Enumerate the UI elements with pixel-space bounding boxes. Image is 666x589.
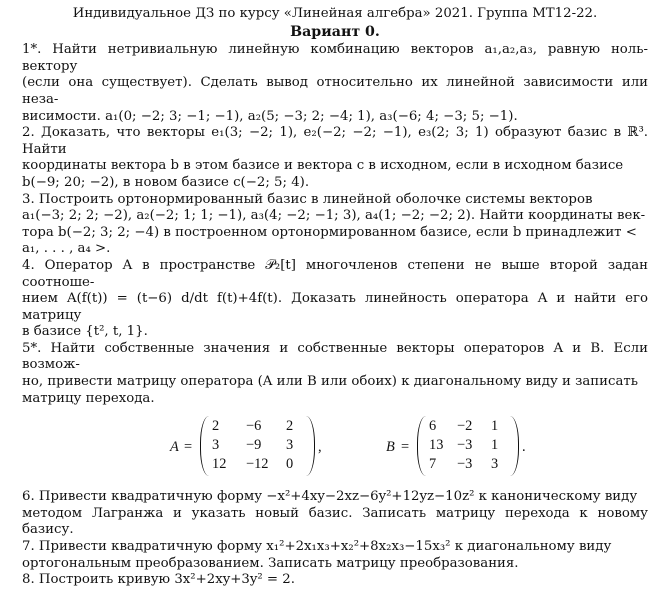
matrix-a-right-paren	[306, 416, 315, 476]
matrix-a-label: A	[170, 439, 179, 456]
task-line: координаты вектора b в этом базисе и вектора c в исходном, если в исходном базисе	[22, 158, 624, 174]
task-4	[22, 258, 648, 341]
task-line: методом Лагранжа и указать новый базис. Записать матрицу перехода к новому базису.	[22, 505, 648, 538]
task-5	[22, 341, 648, 407]
matrix-b-cell: 1	[491, 437, 499, 454]
variant-heading: Вариант 0.	[290, 23, 380, 40]
task-line: 6. Привести квадратичную форму −x²+4xy−2xz−6y²+12yz−10z² к каноническому виду	[22, 489, 638, 505]
matrix-a-cell: −12	[246, 456, 269, 473]
task-line: висимости. a₁(0; −2; 3; −1; −1), a₂(5; −3; 2; −4; 1), a₃(−6; 4; −3; 5; −1).	[22, 108, 518, 124]
page-title: Индивидуальное ДЗ по курсу «Линейная алгебра» 2021. Группа МТ12-22.	[72, 6, 598, 21]
matrix-b-cell: 13	[429, 437, 444, 454]
task-6	[22, 489, 648, 539]
matrix-b-cell: −2	[457, 418, 473, 435]
matrix-a-cell: 0	[286, 456, 294, 473]
task-line: нием A(f(t)) = (t−6) d/dt f(t)+4f(t). Доказать линейность оператора A и найти его матрицу	[22, 291, 648, 323]
task-line: a₁(−3; 2; 2; −2), a₂(−2; 1; 1; −1), a₃(4; −2; −1; 3), a₄(1; −2; −2; 2). Найти координаты век-	[22, 208, 646, 224]
task-line: a₁, . . . , a₄ >.	[22, 241, 111, 257]
task-line: тора b(−2; 3; 2; −4) в построенном ортонормированном базисе, если b принадлежит <	[22, 224, 637, 240]
task-8	[22, 572, 648, 589]
matrix-a-cell: 3	[286, 437, 294, 454]
task-line: матрицу перехода.	[22, 390, 155, 406]
task-3	[22, 192, 648, 258]
matrix-a-cell: 2	[212, 418, 220, 435]
task-line: b(−9; 20; −2), в новом базисе c(−2; 5; 4).	[22, 174, 310, 190]
task-line: (если она существует). Сделать вывод относительно их линейной зависимости или неза-	[22, 75, 648, 107]
matrix-b-label: B	[386, 439, 395, 456]
task-line: 8. Построить кривую 3x²+2xy+3y² = 2.	[22, 572, 295, 588]
matrix-b-cell: 6	[429, 418, 437, 435]
matrix-b-left-paren	[417, 416, 426, 476]
matrix-a-cell: −9	[246, 437, 262, 454]
task-line: 2. Доказать, что векторы e₁(3; −2; 1), e₂(−2; −2; −1), e₃(2; 3; 1) образуют базис в ℝ³. Найти	[22, 125, 648, 157]
matrix-a-cell: 3	[212, 437, 220, 454]
matrix-b-grid	[429, 417, 505, 473]
matrix-a-cell: 12	[212, 456, 227, 473]
task-line: 1*. Найти нетривиальную линейную комбинацию векторов a₁,a₂,a₃, равную ноль-вектору	[22, 42, 648, 74]
matrix-a-equals: =	[184, 439, 193, 456]
matrix-b-right-paren	[510, 416, 519, 476]
matrices-display	[22, 413, 648, 483]
task-2	[22, 125, 648, 191]
matrix-b-cell: 3	[491, 456, 499, 473]
matrix-b-cell: −3	[457, 437, 473, 454]
matrix-b-cell: 1	[491, 418, 499, 435]
task-line: 3. Построить ортонормированный базис в линейной оболочке системы векторов	[22, 191, 593, 207]
task-7	[22, 539, 648, 572]
matrix-b-cell: 7	[429, 456, 437, 473]
matrix-a-grid	[212, 417, 300, 473]
task-line: 5*. Найти собственные значения и собственные векторы операторов A и B. Если возмож-	[22, 340, 648, 373]
matrix-b-period: .	[522, 439, 526, 456]
task-line: в базисе {t², t, 1}.	[22, 324, 148, 340]
matrix-b-equals: =	[401, 439, 410, 456]
matrix-a-cell: −6	[246, 418, 262, 435]
task-line: 7. Привести квадратичную форму x₁²+2x₁x₃+x₂²+8x₂x₃−15x₃² к диагональному виду	[22, 539, 612, 555]
task-line: но, привести матрицу оператора (A или B или обоих) к диагональному виду и записать	[22, 374, 638, 390]
matrix-b-cell: −3	[457, 456, 473, 473]
matrix-a-cell: 2	[286, 418, 294, 435]
task-line: ортогональным преобразованием. Записать матрицу преобразования.	[22, 555, 519, 571]
matrix-a-comma: ,	[318, 439, 322, 456]
task-line: 4. Оператор A в пространстве 𝒫₂[t] многочленов степени не выше второй задан соотноше-	[22, 257, 648, 290]
task-1	[22, 42, 648, 125]
matrix-a-left-paren	[200, 416, 209, 476]
